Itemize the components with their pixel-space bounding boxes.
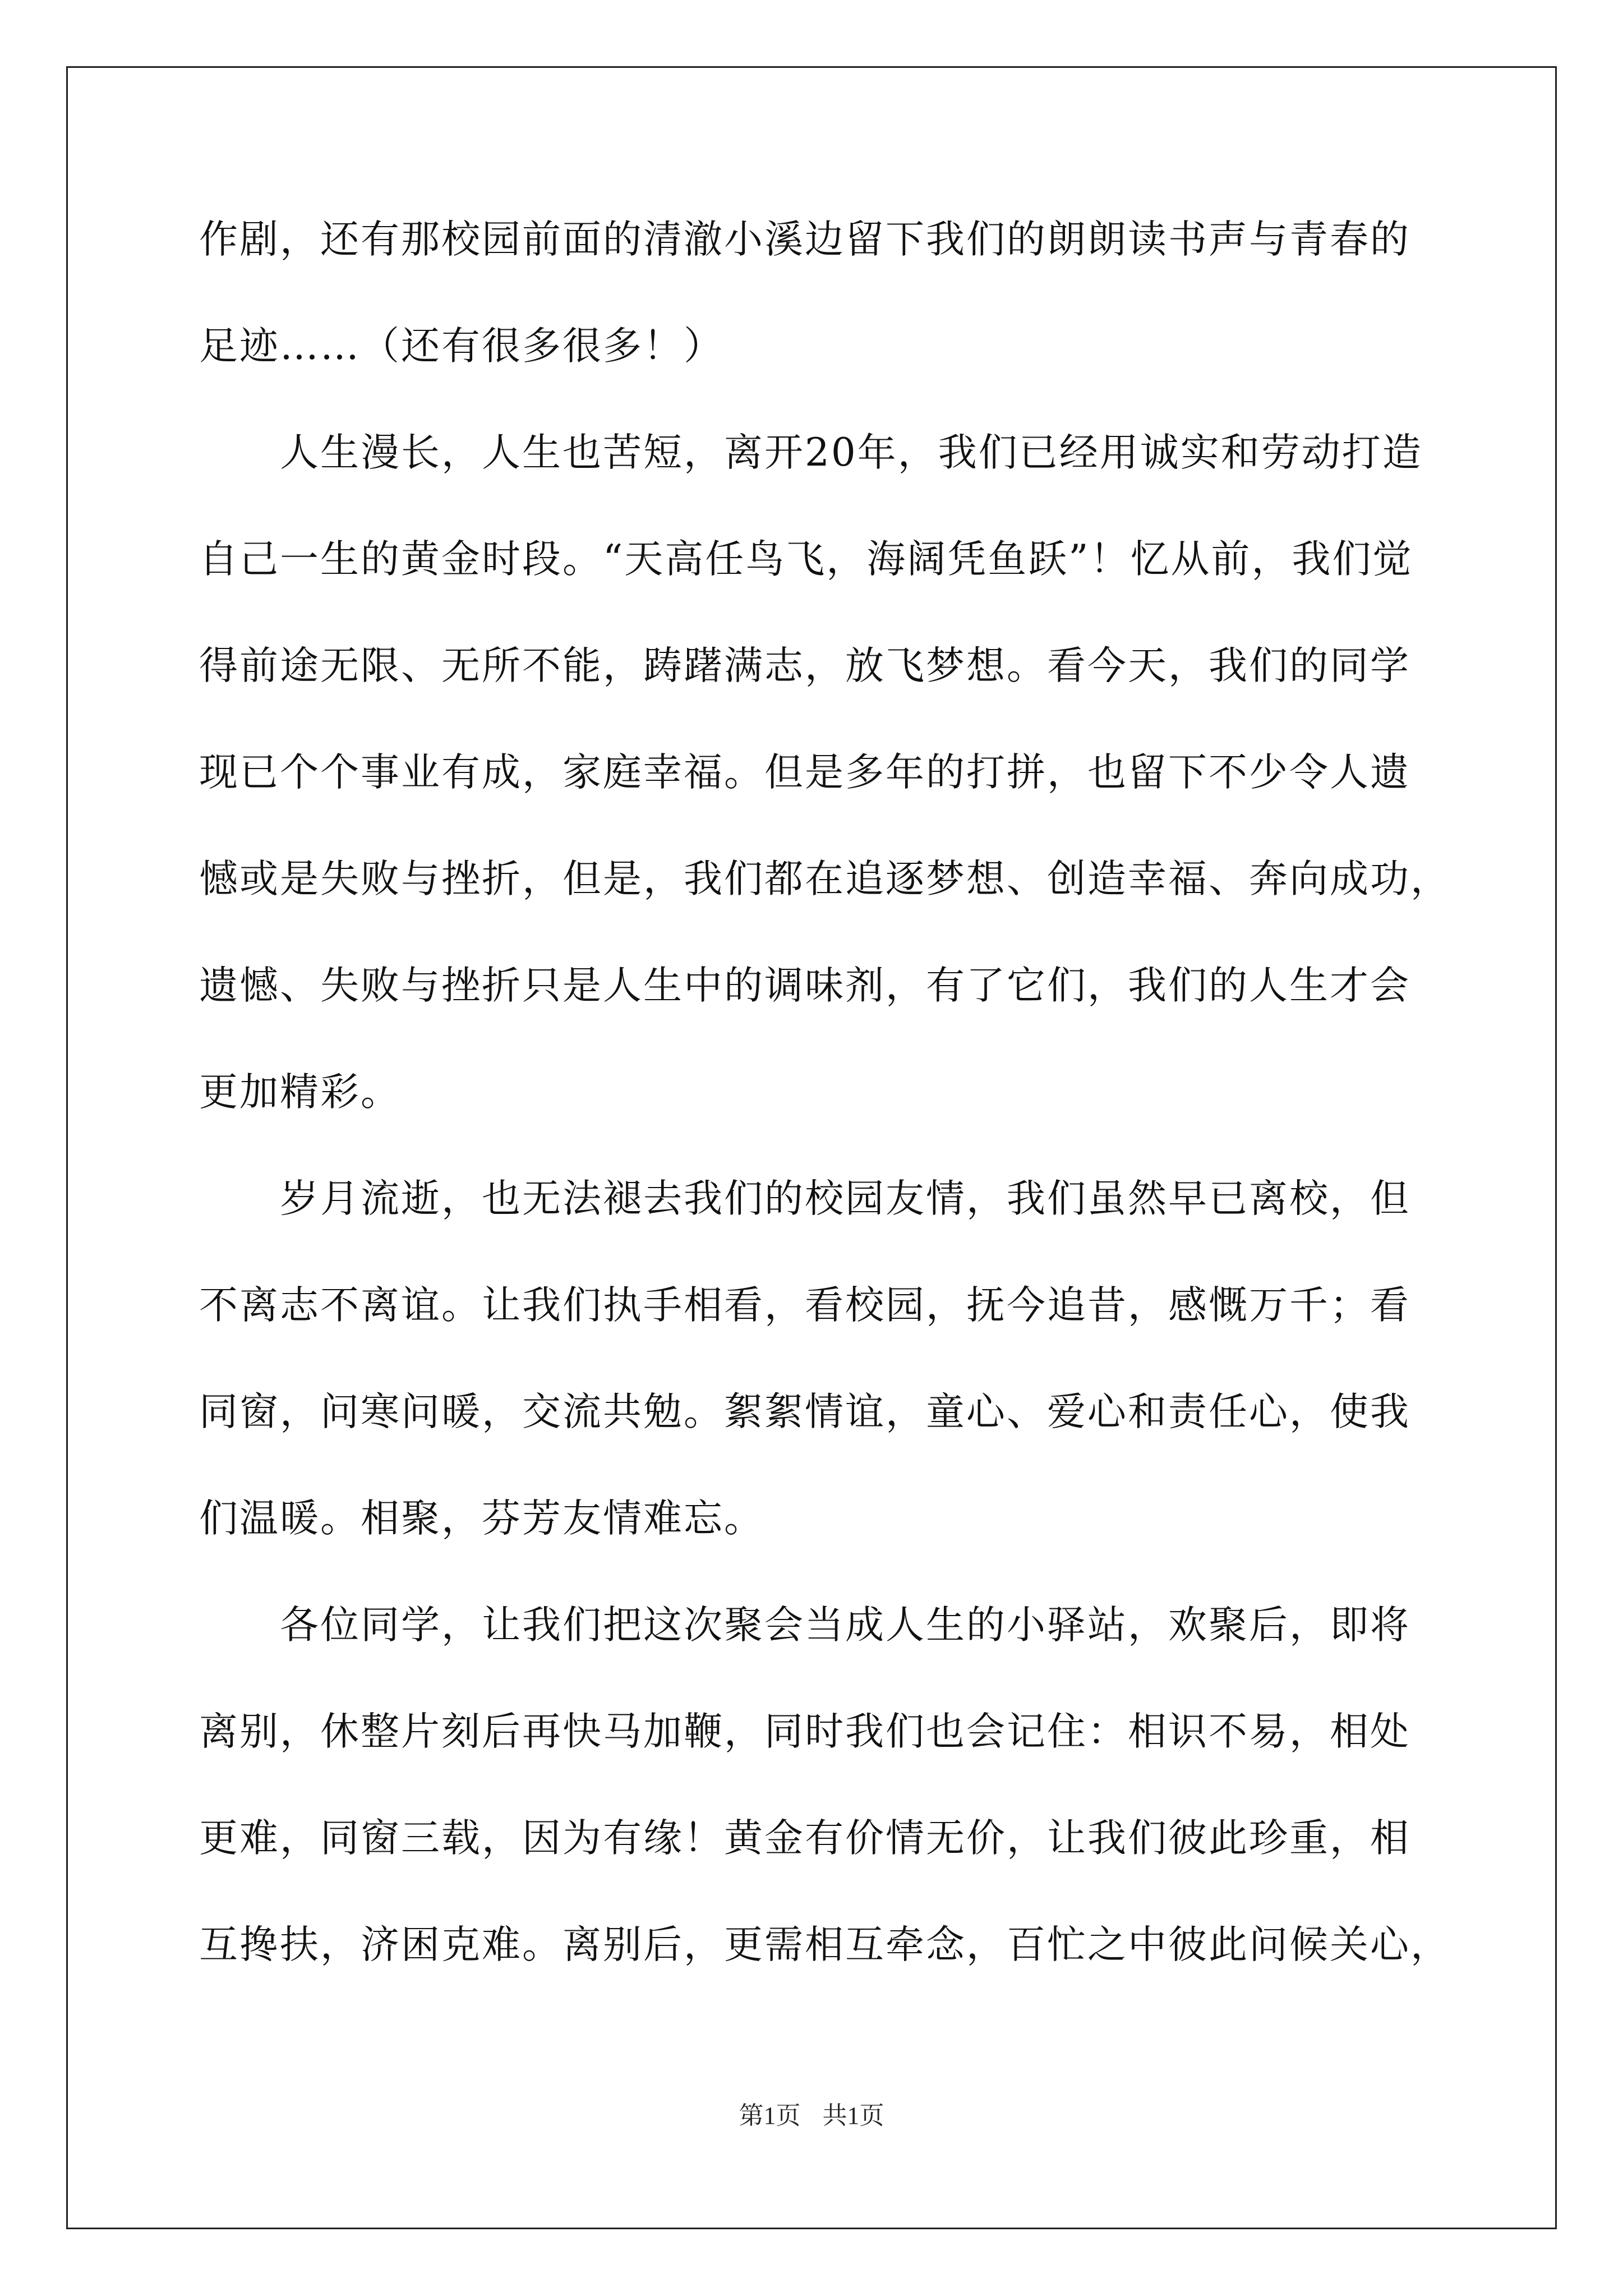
text-line: 更难，同窗三载，因为有缘！黄金有价情无价，让我们彼此珍重，相 xyxy=(199,1816,1410,1861)
text-line: 作剧，还有那校园前面的清澈小溪边留下我们的朗朗读书声与青春的 xyxy=(199,217,1410,262)
text-line: 足迹……（还有很多很多！） xyxy=(199,324,724,369)
text-line: 不离志不离谊。让我们执手相看，看校园，抚今追昔，感慨万千；看 xyxy=(199,1283,1410,1328)
text-line: 得前途无限、无所不能，踌躇满志，放飞梦想。看今天，我们的同学 xyxy=(199,643,1410,688)
text-line: 自己一生的黄金时段。“天高任鸟飞，海阔凭鱼跃”！忆从前，我们觉 xyxy=(199,537,1413,582)
text-line: 互搀扶，济困克难。离别后，更需相互牵念，百忙之中彼此问候关心， xyxy=(199,1922,1451,1967)
page-number: 第1页 xyxy=(739,2102,801,2129)
text-line: 同窗，问寒问暖，交流共勉。絮絮情谊，童心、爱心和责任心，使我 xyxy=(199,1389,1410,1434)
text-line: 各位同学，让我们把这次聚会当成人生的小驿站，欢聚后，即将 xyxy=(199,1603,1410,1648)
page-total: 共1页 xyxy=(822,2102,884,2129)
text-line: 人生漫长，人生也苦短，离开20年，我们已经用诚实和劳动打造 xyxy=(199,430,1423,475)
text-line: 们温暖。相聚，芬芳友情难忘。 xyxy=(199,1496,764,1541)
page-footer xyxy=(0,2095,1623,2131)
text-line: 离别，休整片刻后再快马加鞭，同时我们也会记住：相识不易，相处 xyxy=(199,1709,1410,1754)
text-line: 遗憾、失败与挫折只是人生中的调味剂，有了它们，我们的人生才会 xyxy=(199,963,1410,1008)
text-line: 憾或是失败与挫折，但是，我们都在追逐梦想、创造幸福、奔向成功， xyxy=(199,857,1451,901)
text-line: 岁月流逝，也无法褪去我们的校园友情，我们虽然早已离校，但 xyxy=(199,1176,1410,1221)
page-border xyxy=(66,66,1557,2229)
text-line: 更加精彩。 xyxy=(199,1070,401,1115)
text-line: 现已个个事业有成，家庭幸福。但是多年的打拼，也留下不少令人遗 xyxy=(199,750,1410,795)
